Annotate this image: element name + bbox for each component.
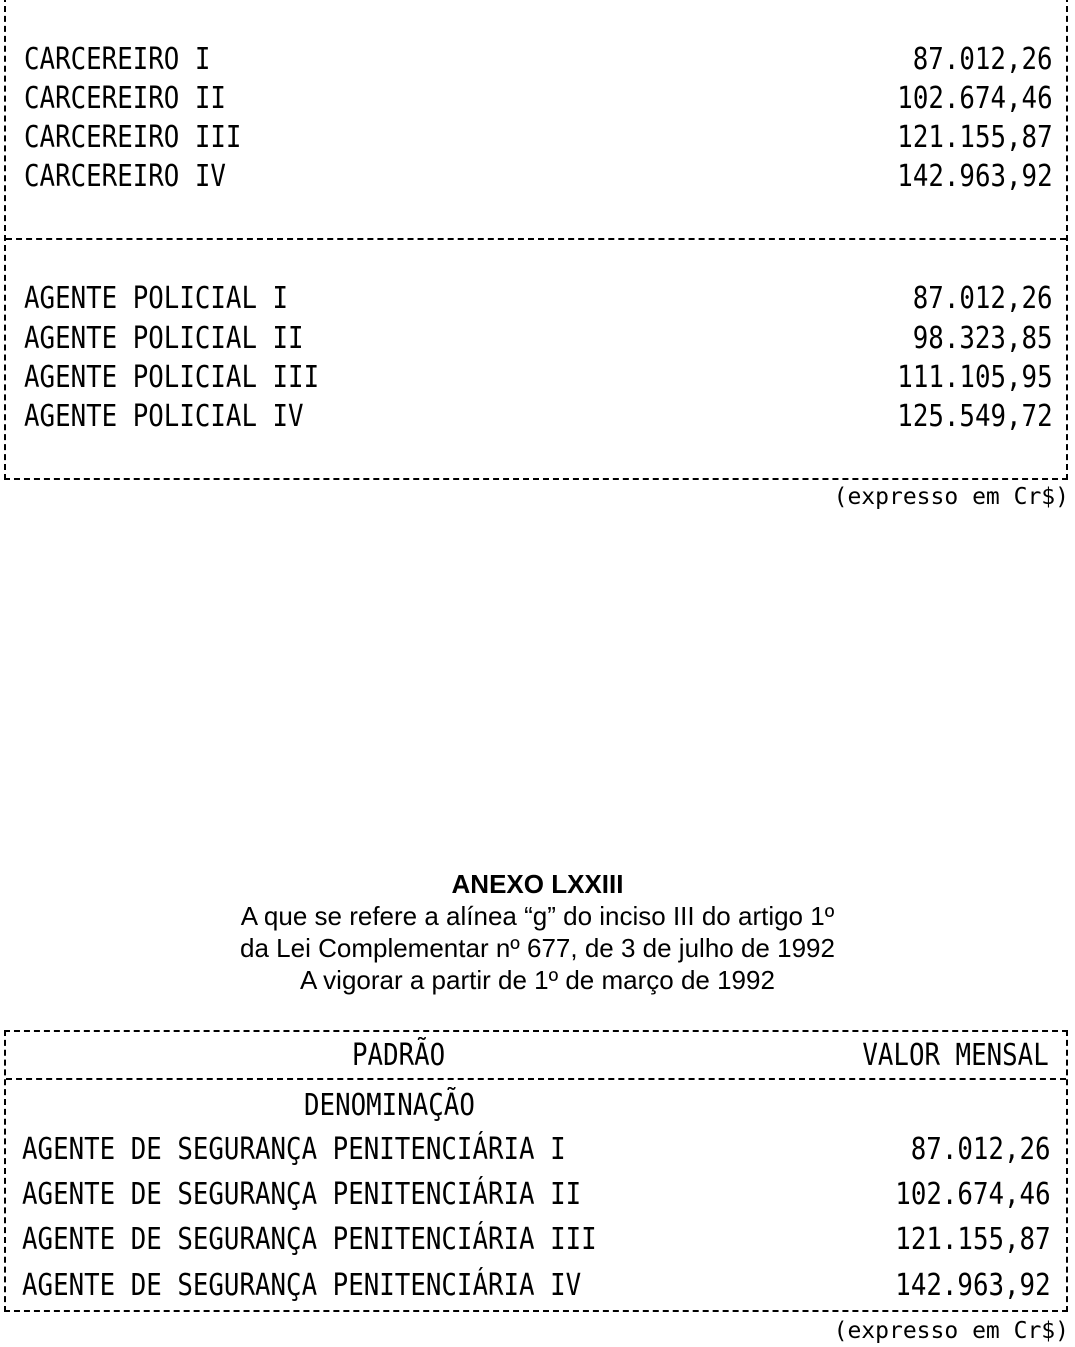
table-row-value: 102.674,46 [895, 1177, 1051, 1212]
annex-header [0, 868, 1075, 996]
column-header-valor-mensal: VALOR MENSAL [862, 1038, 1049, 1073]
annex-title: ANEXO LXXIII [451, 869, 624, 899]
table-row-name: CARCEREIRO IV [24, 159, 226, 194]
table-row-value: 142.963,92 [897, 159, 1053, 194]
column-header-padrao: PADRÃO [352, 1038, 446, 1073]
annex-subtitle-line1: A que se refere a alínea “g” do inciso III do artigo 1º [240, 901, 835, 931]
table-row-value: 98.323,85 [913, 321, 1053, 356]
table-divider [6, 238, 1066, 240]
currency-note: (expresso em Cr$) [833, 1318, 1069, 1344]
table-row-name: AGENTE POLICIAL IV [24, 399, 304, 434]
table-row-name: AGENTE DE SEGURANÇA PENITENCIÁRIA II [22, 1177, 582, 1212]
annex-subtitle-line3: A vigorar a partir de 1º de março de 1992 [300, 965, 775, 995]
table-row-name: AGENTE POLICIAL I [24, 281, 289, 316]
table-row-name: AGENTE DE SEGURANÇA PENITENCIÁRIA IV [22, 1268, 582, 1303]
table-row-name: AGENTE POLICIAL III [24, 360, 320, 395]
table-row-name: CARCEREIRO II [24, 81, 226, 116]
table-row-name: CARCEREIRO I [24, 42, 211, 77]
table-row-value: 111.105,95 [897, 360, 1053, 395]
table-header-divider [6, 1078, 1066, 1080]
table-row-value: 87.012,26 [913, 42, 1053, 77]
table-row-value: 87.012,26 [911, 1132, 1051, 1167]
column-header-denominacao: DENOMINAÇÃO [304, 1088, 475, 1123]
table-row-name: AGENTE POLICIAL II [24, 321, 304, 356]
currency-note: (expresso em Cr$) [833, 484, 1069, 510]
table-row-name: CARCEREIRO III [24, 120, 242, 155]
table-row-value: 121.155,87 [897, 120, 1053, 155]
annex-subtitle-line2: da Lei Complementar nº 677, de 3 de julho de 1992 [240, 933, 835, 963]
table-row-name: AGENTE DE SEGURANÇA PENITENCIÁRIA I [22, 1132, 566, 1167]
table-row-name: AGENTE DE SEGURANÇA PENITENCIÁRIA III [22, 1222, 597, 1257]
table-row-value: 121.155,87 [895, 1222, 1051, 1257]
table-row-value: 142.963,92 [895, 1268, 1051, 1303]
table-row-value: 102.674,46 [897, 81, 1053, 116]
table-row-value: 87.012,26 [913, 281, 1053, 316]
table-row-value: 125.549,72 [897, 399, 1053, 434]
